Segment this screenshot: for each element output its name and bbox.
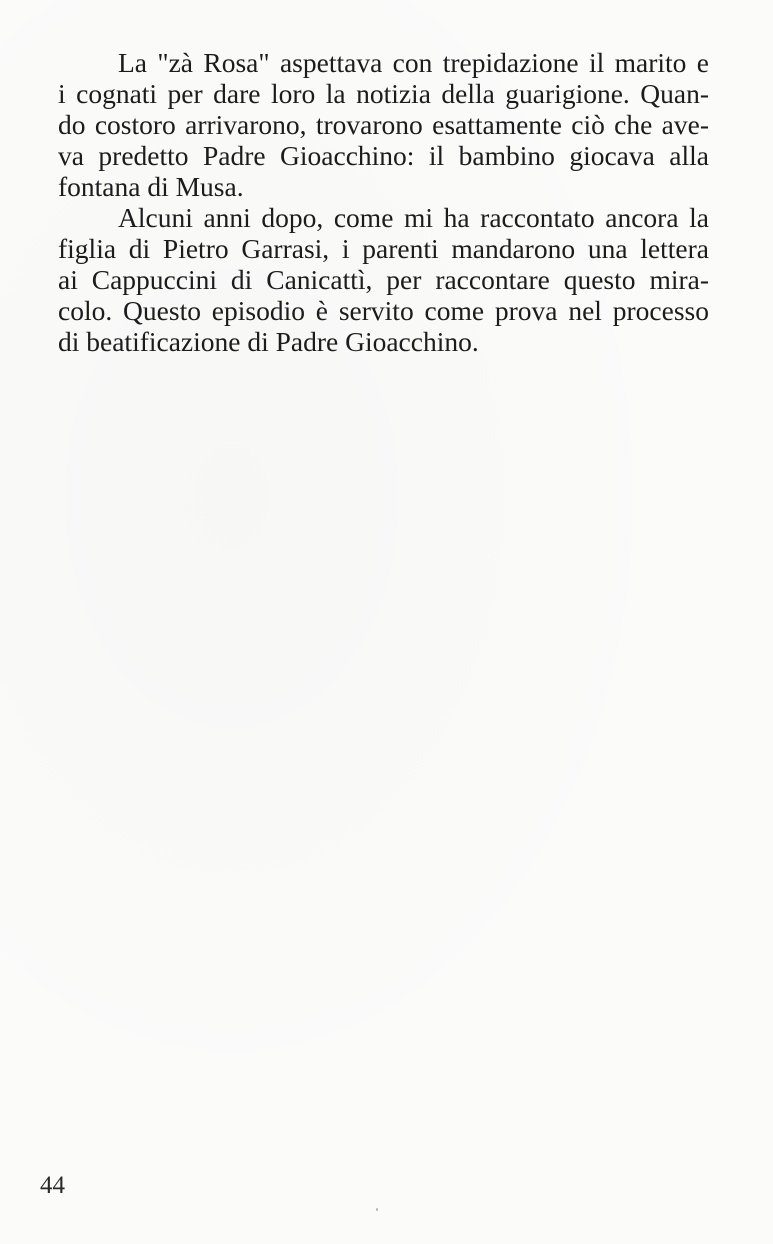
text-line: figlia di Pietro Garrasi, i parenti mandarono una lettera <box>58 233 709 264</box>
paragraph <box>58 202 709 357</box>
text-line: Alcuni anni dopo, come mi ha raccontato ancora la <box>118 202 709 233</box>
text-line: va predetto Padre Gioacchino: il bambino giocava alla <box>58 140 709 171</box>
body-text <box>58 47 709 357</box>
text-line: di beatificazione di Padre Gioacchino. <box>58 326 479 357</box>
paragraph <box>58 47 709 202</box>
text-line: i cognati per dare loro la notizia della guarigione. Quan- <box>58 78 709 109</box>
text-line: La "zà Rosa" aspettava con trepidazione il marito e <box>118 47 709 78</box>
scan-speck <box>376 1208 378 1211</box>
text-line: do costoro arrivarono, trovarono esattamente ciò che ave- <box>58 109 709 140</box>
page-number: 44 <box>40 1172 65 1199</box>
text-line: colo. Questo episodio è servito come prova nel processo <box>58 295 709 326</box>
text-line: fontana di Musa. <box>58 171 244 202</box>
text-line: ai Cappuccini di Canicattì, per raccontare questo mira- <box>58 264 709 295</box>
